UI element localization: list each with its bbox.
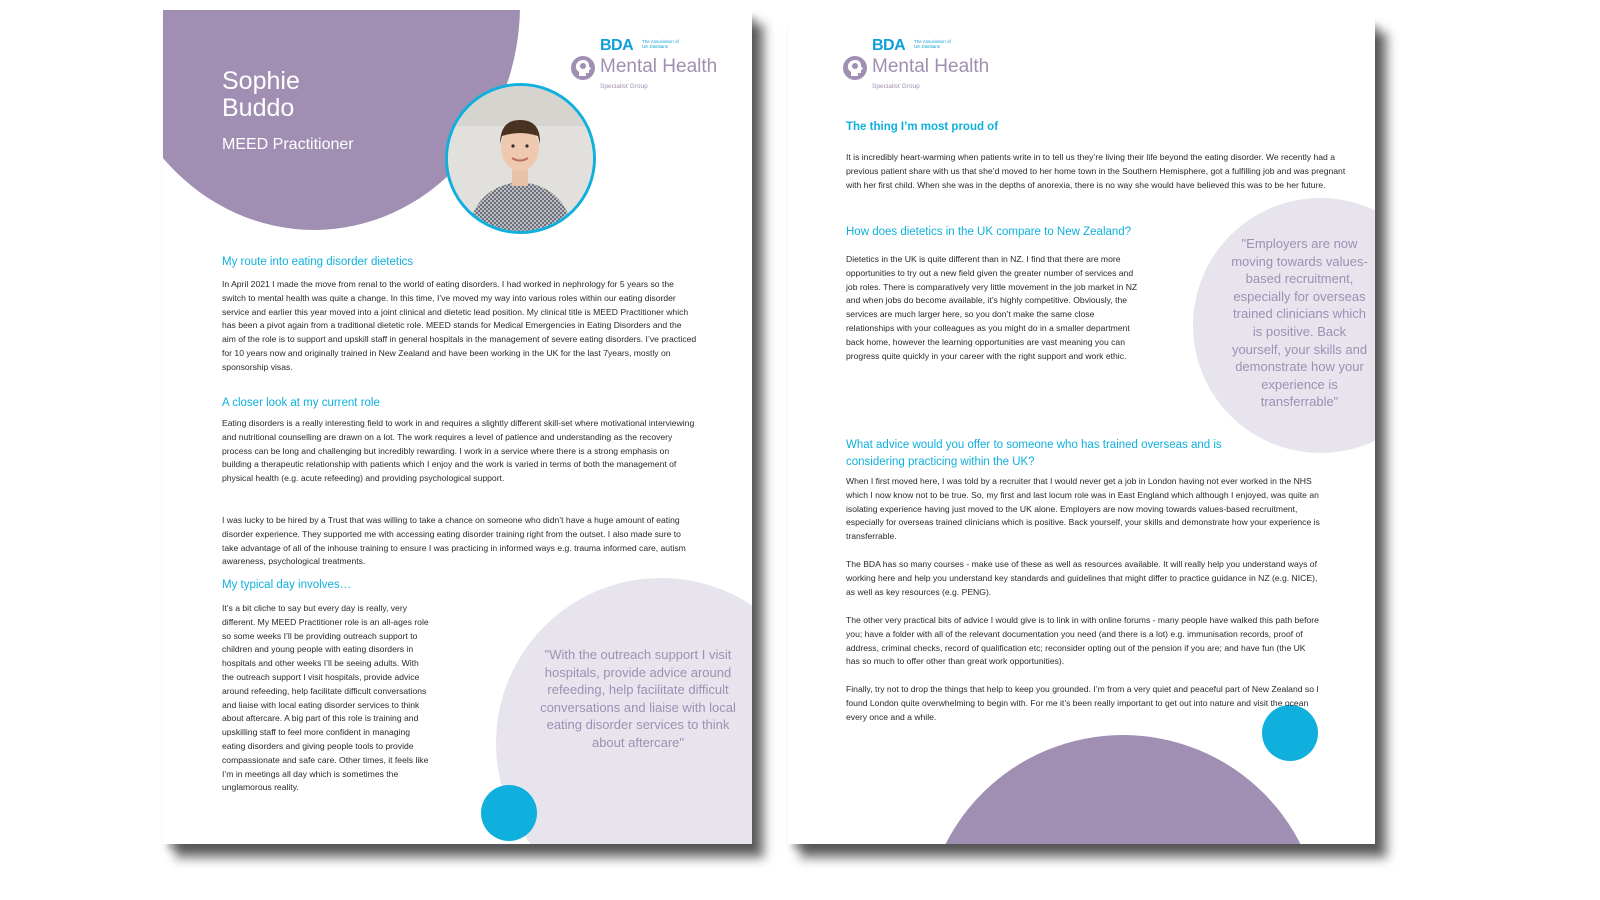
name-line-2: Buddo <box>222 94 295 122</box>
section-text-current-role-1: Eating disorders is a really interesting field to work in and requires a slightly different skill-set where motivational interviewing and nutritional counselling are drawn on a lot. The work requires a level of patience and understanding as the recovery process can be long and challenging but incredibly rewarding. I work in a service where there is a strong emphasis on building a therapeutic relationship with patients which I enjoy and the work is varied in terms of both the management of physical health (e.g. acute refeeding) and providing psychological support. <box>222 418 695 484</box>
logo-title: Mental Health <box>600 56 718 77</box>
section-heading-current-role: A closer look at my current role <box>222 397 380 409</box>
head-profile-icon <box>842 55 868 81</box>
bda-logo <box>570 37 740 97</box>
head-profile-icon <box>570 55 596 81</box>
section-text-advice-2: The BDA has so many courses - make use of these as well as resources available. It will really help you understand ways of working here and help you understand key standards and guidelines that might differ to practice guidance in NZ (e.g. NICE), as well as key resources (e.g. PENG). <box>846 559 1318 597</box>
bda-association-text: The Association of UK Dietitians <box>914 39 951 49</box>
bda-association-text: The Association of UK Dietitians <box>642 39 679 49</box>
section-text-uk-vs-nz: Dietetics in the UK is quite different than in NZ. I find that there are more opportunities to try out a new field given the greater number of services and job roles. There is comparatively very little movement in the job market in NZ and when jobs do become available, it’s highly competitive. Obviously, the services are much larger here, so you don’t make the same close relationships with your colleagues as you might do in a smaller department back home, however the learning opportunities are vast meaning you can progress quite quickly in your career with the right support and work ethic. <box>846 254 1138 361</box>
section-text-advice-3: The other very practical bits of advice I would give is to link in with online forums - many people have walked this path before you; have a folder with all of the relevant documentation you need (and there is a lot) e.g. immunisation records, proof of address, criminal checks, record of qualification etc; reconsider opting out of the pension if you are; and have fun (the UK has so much to offer other than great work opportunities). <box>846 615 1319 667</box>
section-text-route: In April 2021 I made the move from renal to the world of eating disorders. I had worked in nephrology for 5 years so the switch to mental health was quite a change. In this time, I’ve moved my way into various roles within our eating disorder service and earlier this year moved into a joint clinical and dietetic lead position. My clinical title is MEED Practitioner which has been a pivot again from a traditional dietetic role. MEED stands for Medical Emergencies in Eating Disorders and the aim of the role is to support and upskill staff in general hospitals in the management of severe eating disorders. I’ve practiced for 10 years now and originally trained in New Zealand and have been working in the UK for the last 7years, mostly on sponsorship visas. <box>222 279 697 372</box>
blue-accent-dot <box>481 785 537 841</box>
section-heading-typical-day: My typical day involves… <box>222 579 352 591</box>
section-text-advice-1: When I first moved here, I was told by a recruiter that I would never get a job in London having not ever worked in the NHS which I now know not to be true. So, my first and last locum role was in East England which although I enjoyed, was quite an isolating experience having just moved to the UK alone. Employers are now moving towards values-based recruitment, especially for overseas trained clinicians which is positive. Back yourself, your skills and demonstrate how your experience is transferrable. <box>846 476 1320 542</box>
bottom-purple-circle <box>924 735 1322 844</box>
section-text-typical-day: It’s a bit cliche to say but every day is really, very different. My MEED Practitioner role is an all-ages role so some weeks I’ll be providing outreach support to children and young people with eating disorders in hospitals and other weeks I’ll be seeing adults. With the outreach support I visit hospitals, provide advice around refeeding, help facilitate difficult conversations and liaise with local eating disorder services to think about aftercare. A big part of this role is training and upskilling staff to feel more confident in managing eating disorders and giving people tools to provide compassionate and safe care. Other times, it feels like I’m in meetings all day which is sometimes the unglamorous reality. <box>222 603 429 793</box>
section-heading-uk-vs-nz: How does dietetics in the UK compare to New Zealand? <box>846 226 1132 238</box>
section-heading-route: My route into eating disorder dietetics <box>222 256 414 268</box>
document-page-2 <box>788 18 1375 844</box>
bda-wordmark: BDA <box>872 37 906 54</box>
logo-subtitle: Specialist Group <box>872 83 920 90</box>
person-name <box>222 68 300 122</box>
logo-title: Mental Health <box>872 56 990 77</box>
pull-quote-page-1: "With the outreach support I visit hospitals, provide advice around refeeding, help facilitate difficult conversations and liaise with local eating disorder services to think about aftercare" <box>540 647 736 750</box>
logo-subtitle: Specialist Group <box>600 83 648 90</box>
section-text-current-role-2: I was lucky to be hired by a Trust that was willing to take a chance on someone who didn’t have a huge amount of eating disorder experience. They supported me with accessing eating disorder training right from the outset. I also made sure to take advantage of all of the inhouse training to ensure I was practicing in informed ways e.g. trauma informed care, autism awareness, psychological treatments. <box>222 515 686 567</box>
section-heading-advice: What advice would you offer to someone who has trained overseas and is considering practicing within the UK? <box>846 439 1222 468</box>
pull-quote-page-2: "Employers are now moving towards values-based recruitment, especially for overseas trained clinicians which is positive. Back yourself, your skills and demonstrate how your experience is transferrable" <box>1231 236 1368 410</box>
document-page-1 <box>163 10 752 844</box>
person-role: MEED Practitioner <box>222 136 354 153</box>
profile-photo <box>445 83 596 234</box>
section-text-proud: It is incredibly heart-warming when patients write in to tell us they’re living their life beyond the eating disorder. We recently had a previous patient share with us that she’d moved to her home town in the Southern Hemisphere, got a fulfilling job and was pregnant with her first child. When she was in the depths of anorexia, there is no way she would have believed this was to be her future. <box>846 152 1346 190</box>
name-line-1: Sophie <box>222 67 300 95</box>
bda-logo <box>842 37 1012 97</box>
section-heading-proud: The thing I’m most proud of <box>846 121 999 133</box>
section-text-advice-4: Finally, try not to drop the things that help to keep you grounded. I’m from a very quiet and peaceful part of New Zealand so I found London quite overwhelming to begin with. For me it’s been really important to get out into nature and visit the ocean every once and a while. <box>846 684 1319 722</box>
bda-wordmark: BDA <box>600 37 634 54</box>
